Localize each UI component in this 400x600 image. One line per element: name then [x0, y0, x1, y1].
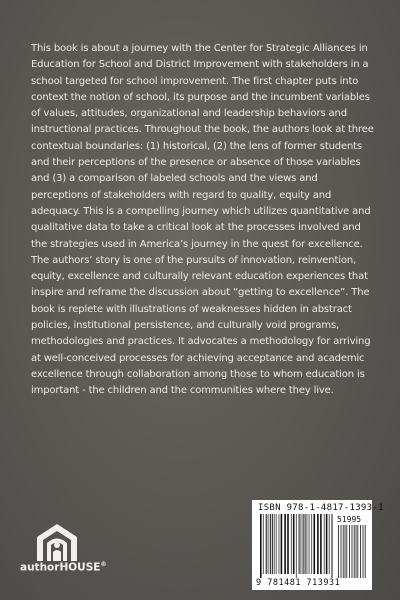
barcode-bar	[284, 514, 286, 574]
barcode-bar	[311, 514, 312, 574]
barcode-bar	[287, 514, 289, 574]
barcode-bar	[309, 514, 310, 574]
barcode-bar	[293, 514, 295, 574]
price-addon: 51995	[337, 515, 362, 524]
barcode-bar	[356, 525, 357, 578]
barcode-bar	[276, 514, 277, 574]
barcode-bar	[270, 514, 271, 574]
barcode-bar	[365, 525, 366, 578]
barcode-bar	[349, 525, 350, 578]
barcode-bars	[252, 500, 384, 590]
barcode-bar	[332, 514, 333, 578]
barcode-bar	[314, 514, 316, 574]
isbn-label: ISBN 978-1-4817-1393-1	[258, 503, 384, 513]
barcode-bar	[346, 525, 347, 578]
barcode-bar	[360, 525, 361, 578]
barcode-bar	[329, 514, 330, 574]
barcode-bar	[260, 514, 262, 578]
isbn-barcode	[252, 500, 384, 590]
barcode-bar	[341, 525, 342, 578]
book-description: This book is about a journey with the Center for Strategic Alliances in Education for School and District Improvement with stakeholders in a school targeted for school improvement. The first chapter puts into context the notion of school, its purpose and the incumbent variables of values, attitudes, organizational and leadership behaviors and instructional practices. Throughout the book, the authors look at three contextual boundaries: (1) historical, (2) the lens of former students and their perceptions of the presence or absence of those variables and (3) a comparison of labeled schools and the views and perceptions of stakeholders with regard to quality, equity and adequacy. This is a compelling journey which utilizes quantitative and qualitative data to take a critical look at the processes involved and the strategies used in America’s journey in the quest for excellence. The authors’ story is one of the pursuits of innovation, reinvention, equity, excellence and culturally relevant education experiences that inspire and reframe the discussion about “getting to excellence”. The book is replete with illustrations of weaknesses hidden in abstract policies, institutional persistence, and culturally void programs, methodologies and practices. It advocates a methodology for arriving at well-conceived processes for achieving acceptance and academic excellence through collaboration among those to whom education is important - the children and the communities where they live.	[31, 43, 374, 397]
barcode-bar	[299, 514, 300, 574]
barcode-bar	[263, 514, 264, 574]
barcode-bar	[291, 514, 292, 574]
barcode-bar	[266, 514, 267, 574]
barcode-bar	[357, 525, 358, 578]
barcode-bar	[338, 525, 339, 578]
barcode-bar	[320, 514, 322, 574]
barcode-bar	[296, 514, 297, 578]
publisher-logo	[20, 521, 107, 577]
barcode-bar	[303, 514, 304, 574]
barcode-bar	[352, 525, 353, 578]
barcode-bar	[317, 514, 319, 574]
barcode-bar	[354, 525, 355, 578]
barcode-bar	[305, 514, 306, 574]
barcode-bar	[279, 514, 280, 574]
barcode-bar	[343, 525, 344, 578]
barcode-bar	[307, 514, 308, 574]
barcode-bar	[272, 514, 273, 574]
ean-number: 9 781481 713931	[256, 578, 341, 588]
barcode-bar	[324, 514, 325, 574]
barcode-bar	[301, 514, 302, 574]
publisher-wordmark: authorHOUSE®	[20, 561, 107, 574]
barcode-bar	[274, 514, 275, 574]
barcode-bar	[363, 525, 364, 578]
barcode-bar	[345, 525, 346, 578]
barcode-bar	[268, 514, 269, 574]
barcode-bar	[281, 514, 283, 574]
barcode-bar	[326, 514, 328, 574]
house-icon	[33, 521, 81, 561]
